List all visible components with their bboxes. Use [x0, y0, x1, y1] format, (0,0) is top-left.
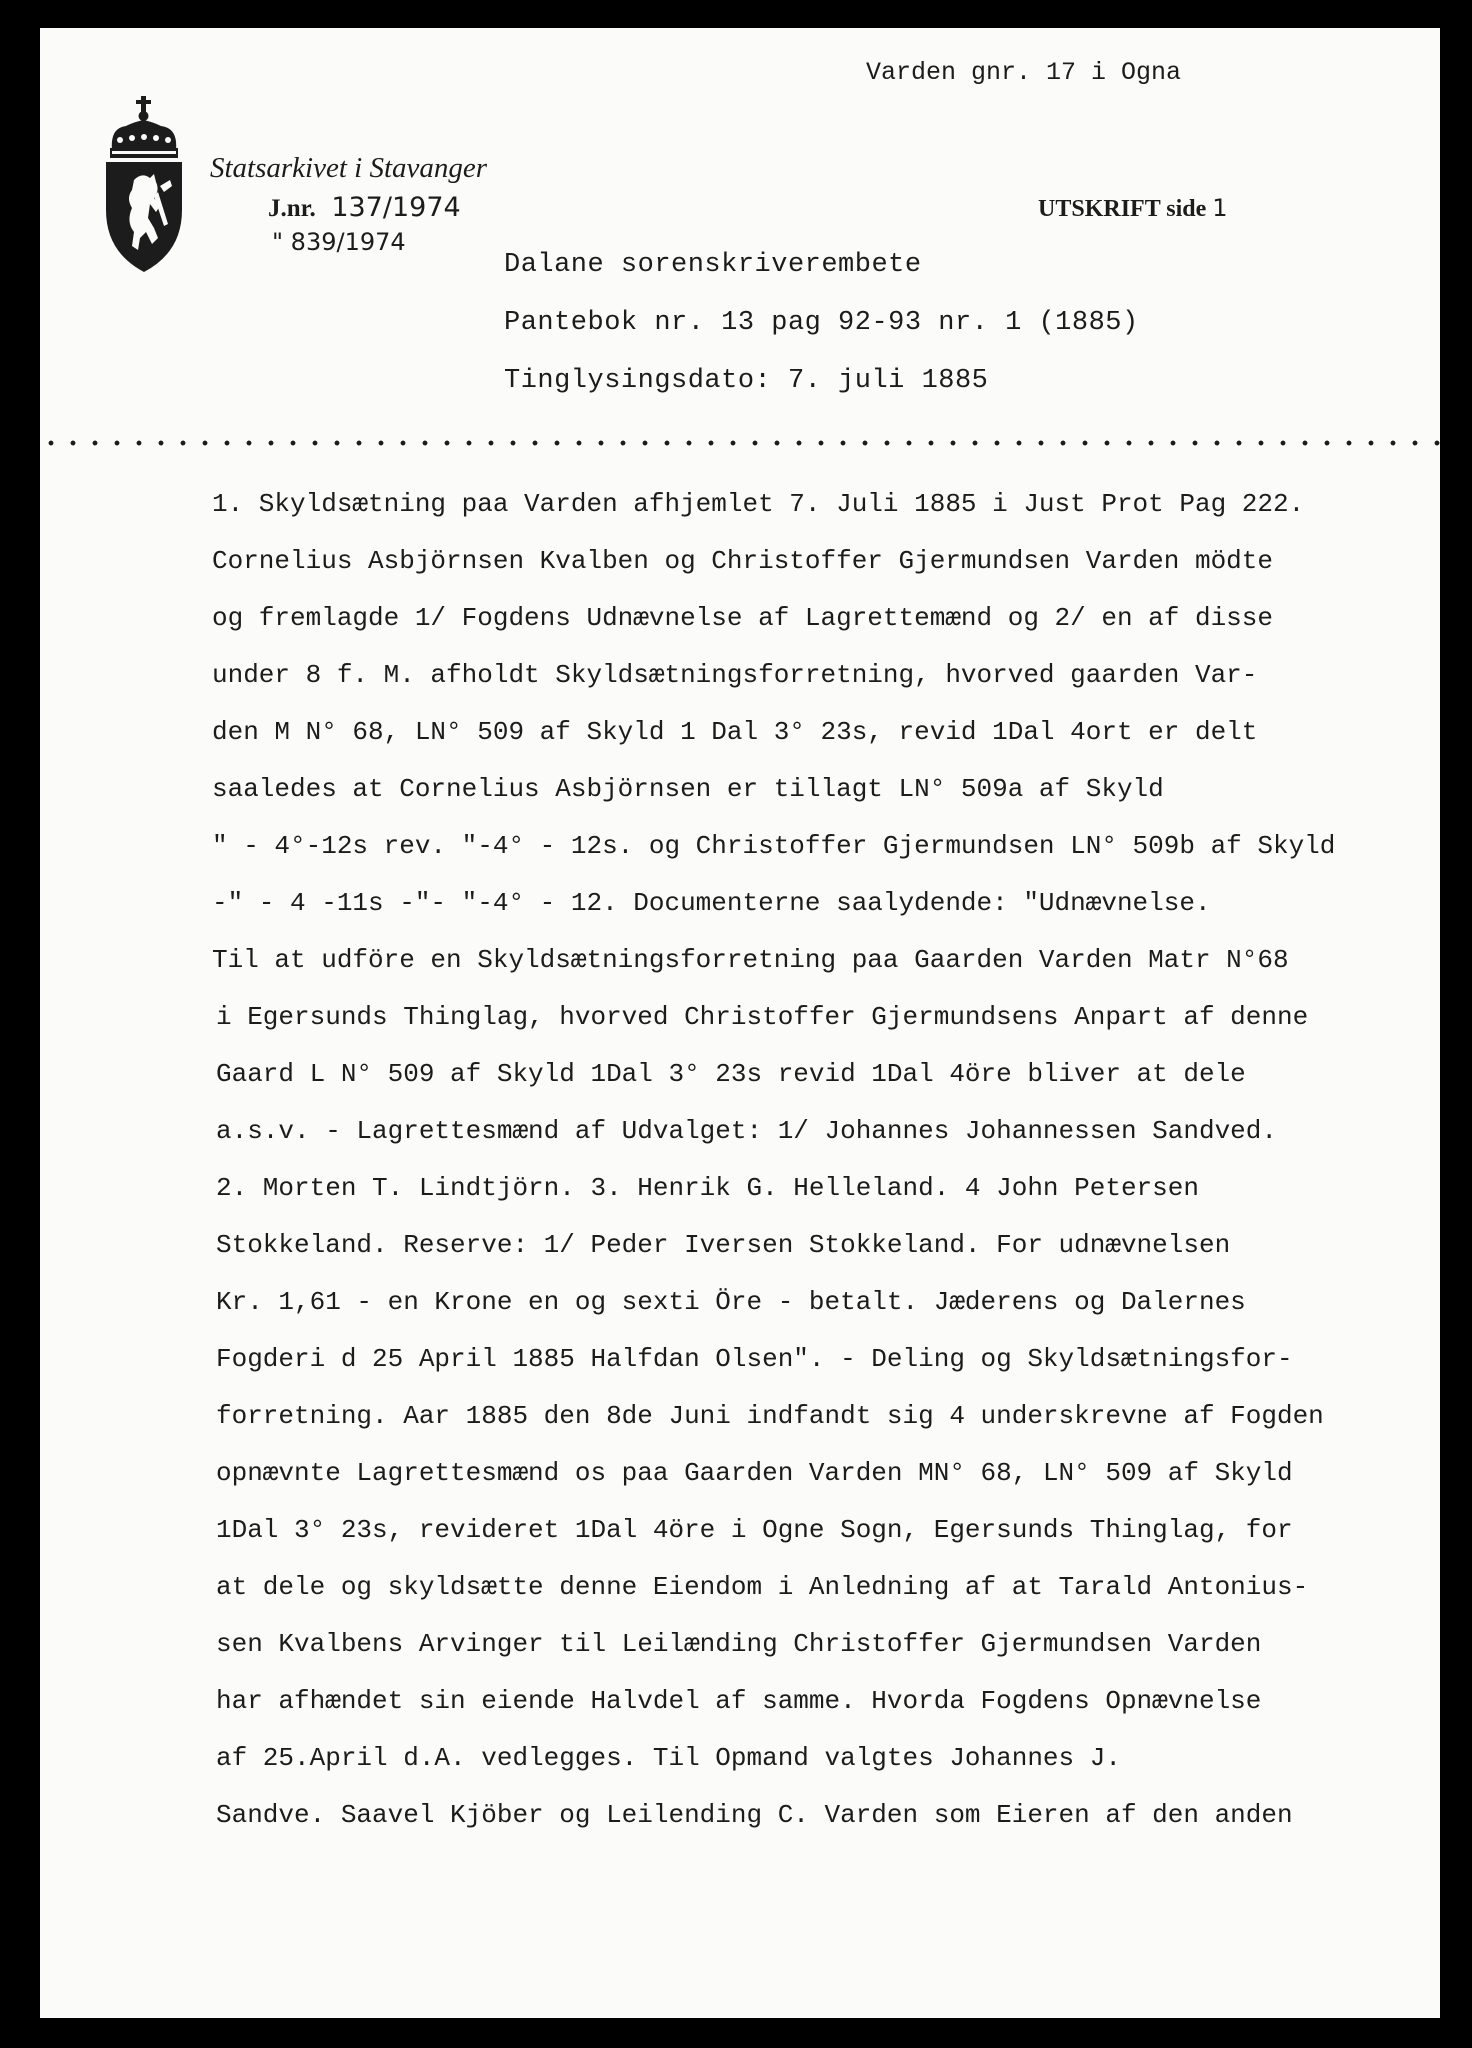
- journal-number-1: 137/1974: [331, 192, 461, 223]
- body-line: af 25.April d.A. vedlegges. Til Opmand valgtes Johannes J.: [216, 1743, 1121, 1773]
- header-line: Tinglysingsdato: 7. juli 1885: [504, 366, 989, 396]
- dotted-separator: [40, 440, 1440, 446]
- utskrift-heading: [1038, 194, 1228, 223]
- header-line: Dalane sorenskriverembete: [504, 250, 922, 280]
- body-line: saaledes at Cornelius Asbjörnsen er tillagt LN° 509a af Skyld: [212, 774, 1164, 804]
- body-line: at dele og skyldsætte denne Eiendom i Anledning af at Tarald Antonius-: [216, 1572, 1309, 1602]
- body-line: Til at udföre en Skyldsætningsforretning paa Gaarden Varden Matr N°68: [212, 945, 1289, 975]
- body-line: " - 4°-12s rev. "-4° - 12s. og Christoffer Gjermundsen LN° 509b af Skyld: [212, 831, 1336, 861]
- body-line: forretning. Aar 1885 den 8de Juni indfandt sig 4 underskrevne af Fogden: [216, 1401, 1324, 1431]
- journal-number-line-1: [268, 192, 461, 224]
- body-line: Fogderi d 25 April 1885 Halfdan Olsen". - Deling og Skyldsætningsfor-: [216, 1344, 1293, 1374]
- document-page: [40, 28, 1440, 2018]
- utskrift-page-number: 1: [1212, 194, 1228, 222]
- body-line: Sandve. Saavel Kjöber og Leilending C. Varden som Eieren af den anden: [216, 1800, 1293, 1830]
- journal-number-2: " 839/1974: [272, 228, 406, 256]
- norwegian-coat-of-arms-icon: [98, 94, 190, 274]
- body-line: Gaard L N° 509 af Skyld 1Dal 3° 23s revid 1Dal 4öre bliver at dele: [216, 1059, 1246, 1089]
- transcription-body: [212, 476, 1440, 1844]
- utskrift-label: UTSKRIFT side: [1038, 196, 1207, 222]
- body-line: opnævnte Lagrettesmænd os paa Gaarden Varden MN° 68, LN° 509 af Skyld: [216, 1458, 1293, 1488]
- body-line: Cornelius Asbjörnsen Kvalben og Christoffer Gjermundsen Varden mödte: [212, 546, 1273, 576]
- body-line: 1Dal 3° 23s, revideret 1Dal 4öre i Ogne Sogn, Egersunds Thinglag, for: [216, 1515, 1293, 1545]
- body-line: i Egersunds Thinglag, hvorved Christoffer Gjermundsens Anpart af denne: [216, 1002, 1309, 1032]
- document-title: Varden gnr. 17 i Ogna: [866, 58, 1182, 87]
- body-line: og fremlagde 1/ Fogdens Udnævnelse af Lagrettemænd og 2/ en af disse: [212, 603, 1273, 633]
- archive-name: Statsarkivet i Stavanger: [210, 152, 488, 184]
- body-line: har afhændet sin eiende Halvdel af samme. Hvorda Fogdens Opnævnelse: [216, 1686, 1262, 1716]
- header-line: Pantebok nr. 13 pag 92-93 nr. 1 (1885): [504, 308, 1139, 338]
- body-line: sen Kvalbens Arvinger til Leilænding Christoffer Gjermundsen Varden: [216, 1629, 1262, 1659]
- body-line: a.s.v. - Lagrettesmænd af Udvalget: 1/ Johannes Johannessen Sandved.: [216, 1116, 1277, 1146]
- body-line: den M N° 68, LN° 509 af Skyld 1 Dal 3° 23s, revid 1Dal 4ort er delt: [212, 717, 1258, 747]
- body-line: Kr. 1,61 - en Krone en og sexti Öre - betalt. Jæderens og Dalernes: [216, 1287, 1246, 1317]
- body-line: 2. Morten T. Lindtjörn. 3. Henrik G. Helleland. 4 John Petersen: [216, 1173, 1199, 1203]
- body-line: under 8 f. M. afholdt Skyldsætningsforretning, hvorved gaarden Var-: [212, 660, 1258, 690]
- body-line: 1. Skyldsætning paa Varden afhjemlet 7. Juli 1885 i Just Prot Pag 222.: [212, 489, 1305, 519]
- journal-label: J.nr.: [268, 195, 316, 222]
- body-line: -" - 4 -11s -"- "-4° - 12. Documenterne saalydende: "Udnævnelse.: [212, 888, 1211, 918]
- body-line: Stokkeland. Reserve: 1/ Peder Iversen Stokkeland. For udnævnelsen: [216, 1230, 1231, 1260]
